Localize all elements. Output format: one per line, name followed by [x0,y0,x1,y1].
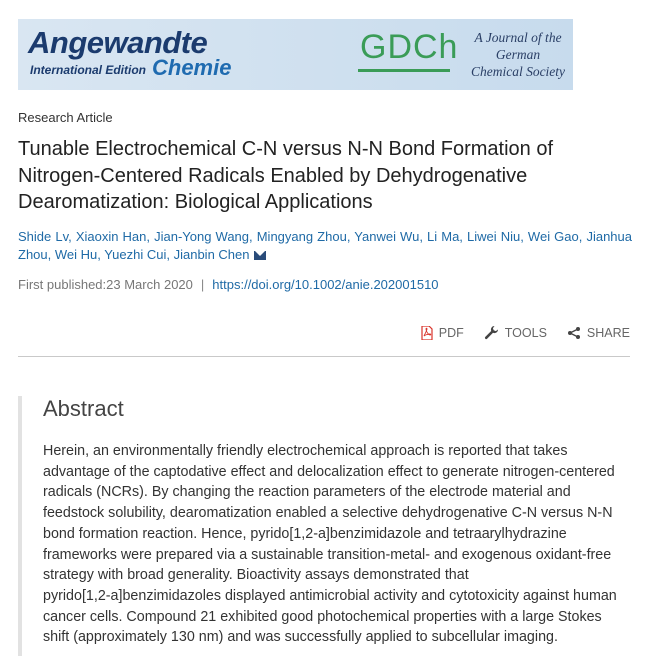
email-icon[interactable] [254,251,266,260]
journal-edition: International Edition [30,63,146,77]
tools-label: TOOLS [504,325,547,340]
journal-name: Angewandte [28,25,208,60]
pdf-icon [421,326,433,340]
journal-banner[interactable] [18,19,573,90]
doi-link[interactable]: https://doi.org/10.1002/anie.202001510 [212,277,439,292]
abstract-heading: Abstract [43,396,124,421]
abstract-text: Herein, an environmentally friendly electrochemical approach is reported that takes advantage of the captodative effect and delocalization effect to generate nitrogen-centered radicals (NCRs). By changing the reaction parameters of the electrode material and feedstock solubility, dearomatization enabled a selective dehydrogenative C‑N versus N‑N bond formation reaction. Hence, pyrido[1,2‑a]benzimidazole and tetraarylhydrazine frameworks were prepared via a sustainable transition-metal- and exogenous oxidant-free strategy with broad generality. Bioactivity assays demonstrated that pyrido[1,2‑a]benzimidazoles displayed antimicrobial activity and cytotoxicity against human cancer cells. Compound 21 exhibited good photochemical properties with a large Stokes shift (approximately 130 nm) and was successfully applied to subcellular imaging. [43,443,617,646]
pubinfo-separator: | [200,277,205,292]
publication-info [18,277,439,292]
first-published-label: First published: [18,277,107,292]
article-title: Tunable Electrochemical C‑N versus N‑N Bond Formation of Nitrogen‑Centered Radicals Enabled by Dehydrogenative Dearomatization: Biological Applications [18,138,554,213]
abstract-section [18,396,634,656]
journal-chemie: Chemie [152,55,232,80]
author-names[interactable]: Shide Lv, Xiaoxin Han, Jian-Yong Wang, Mingyang Zhou, Yanwei Wu, Li Ma, Liwei Niu, Wei Gao, Jianhua Zhou, Wei Hu, Yuezhi Cui, Jianbin Chen [18,229,632,262]
header-divider [18,356,630,357]
share-icon [567,326,581,340]
pdf-button[interactable] [421,326,464,340]
tools-button[interactable] [484,325,547,340]
wrench-icon [484,325,499,340]
gdch-logo: GDCh [360,28,459,66]
article-toolbar [401,325,630,340]
first-published-date: 23 March 2020 [106,277,193,292]
article-type: Research Article [18,110,113,125]
pdf-label: PDF [438,325,464,340]
gdch-logo-underline [358,69,450,72]
share-button[interactable] [567,326,630,340]
author-list[interactable] [18,228,632,264]
society-tagline: A Journal of the German Chemical Society [470,30,566,79]
share-label: SHARE [586,325,630,340]
